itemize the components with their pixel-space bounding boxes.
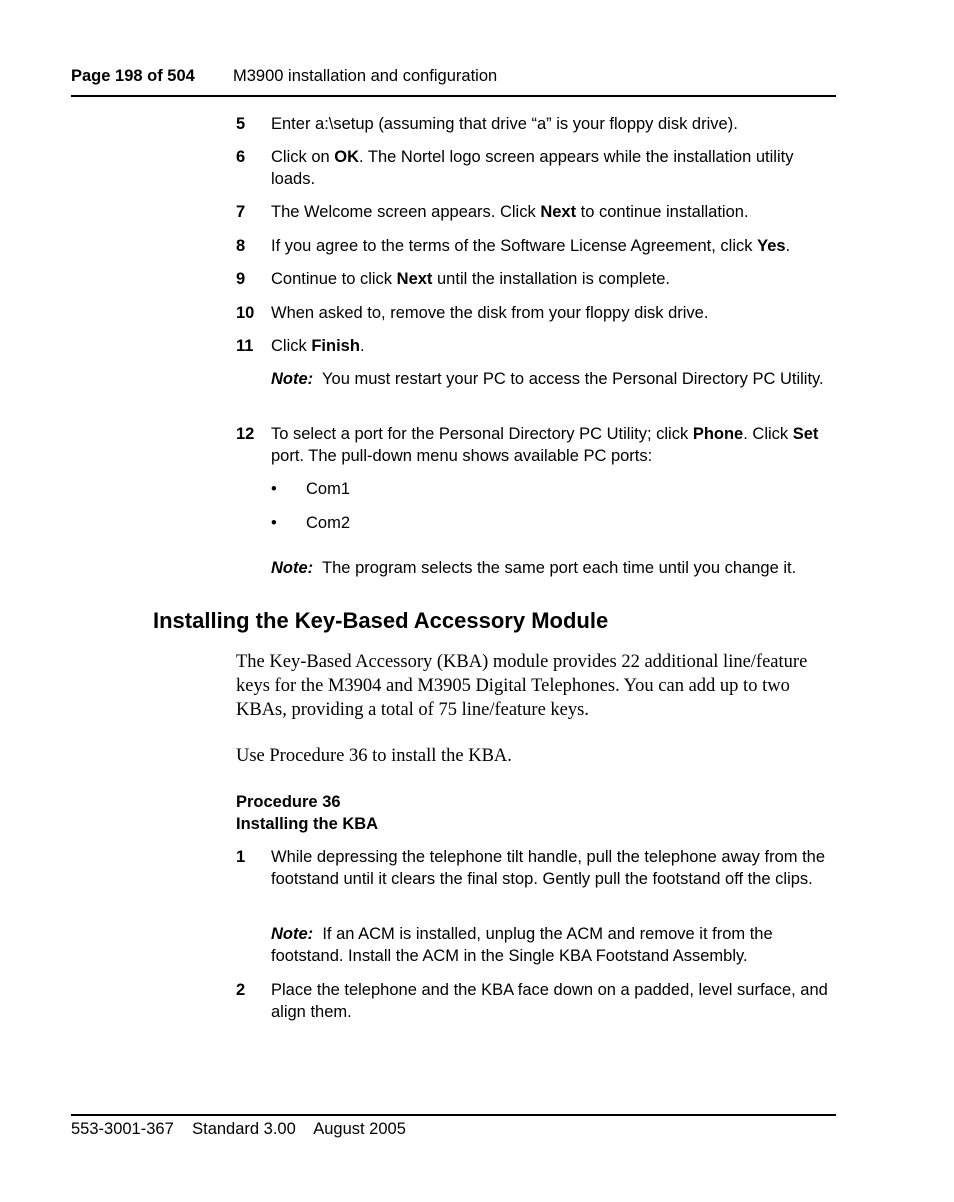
note-text: If an ACM is installed, unplug the ACM and remove it from the footstand. Install the ACM in the Single KBA Footstand Assembly. xyxy=(271,925,773,965)
note-restart xyxy=(271,368,836,390)
step-9 xyxy=(236,268,836,290)
step-8 xyxy=(236,235,836,257)
step-12 xyxy=(236,423,836,467)
document-number: 553-3001-367 xyxy=(71,1120,174,1138)
step-text: Click Finish. xyxy=(271,337,365,355)
bullet-item-com2 xyxy=(271,512,831,534)
proc-step-2 xyxy=(236,979,836,1023)
ui-term-ok: OK xyxy=(334,148,360,166)
step-text: The Welcome screen appears. Click Next to continue installation. xyxy=(271,203,749,221)
bullet-icon: • xyxy=(271,514,277,532)
step-text: While depressing the telephone tilt handle, pull the telephone away from the footstand until it clears the final stop. Gently pull the footstand off the clips. xyxy=(271,848,826,888)
document-date: August 2005 xyxy=(313,1120,406,1138)
proc-step-1 xyxy=(236,846,836,890)
note-label: Note: xyxy=(271,370,314,388)
document-title: M3900 installation and configuration xyxy=(233,67,498,85)
bullet-text: Com2 xyxy=(306,514,351,532)
note-port xyxy=(271,557,836,579)
intro-paragraph: The Key-Based Accessory (KBA) module provides 22 additional line/feature keys for the M3904 and M3905 Digital Telephones. You can add up to two KBAs, providing a total of 75 line/feature keys. xyxy=(236,652,808,720)
bullet-icon: • xyxy=(271,480,277,498)
step-6 xyxy=(236,146,836,190)
ui-term-next: Next xyxy=(396,270,433,288)
step-number: 2 xyxy=(236,981,246,999)
step-text: Enter a:\setup (assuming that drive “a” is your floppy disk drive). xyxy=(271,115,738,133)
bullet-item-com1 xyxy=(271,478,831,500)
step-text: To select a port for the Personal Directory PC Utility; click Phone. Click Set port. The pull-down menu shows available PC ports: xyxy=(271,425,819,465)
step-10 xyxy=(236,302,836,324)
step-number: 12 xyxy=(236,425,255,443)
step-7 xyxy=(236,201,836,223)
ui-term-next: Next xyxy=(540,203,577,221)
step-text: Continue to click Next until the installation is complete. xyxy=(271,270,670,288)
note-label: Note: xyxy=(271,925,314,943)
ui-term-yes: Yes xyxy=(757,237,786,255)
step-text: When asked to, remove the disk from your floppy disk drive. xyxy=(271,304,709,322)
note-text: You must restart your PC to access the Personal Directory PC Utility. xyxy=(322,370,824,388)
page-footer xyxy=(71,1118,836,1140)
procedure-heading xyxy=(236,791,836,835)
ui-term-set: Set xyxy=(792,425,819,443)
ui-term-finish: Finish xyxy=(311,337,360,355)
step-number: 10 xyxy=(236,304,255,322)
note-acm xyxy=(271,923,836,967)
step-11 xyxy=(236,335,836,357)
step-number: 7 xyxy=(236,203,246,221)
step-number: 5 xyxy=(236,115,246,133)
step-5 xyxy=(236,113,836,135)
use-procedure-paragraph: Use Procedure 36 to install the KBA. xyxy=(236,746,512,766)
page-number: Page 198 of 504 xyxy=(71,67,195,85)
section-heading: Installing the Key-Based Accessory Module xyxy=(153,608,609,633)
step-text: If you agree to the terms of the Software License Agreement, click Yes. xyxy=(271,237,791,255)
footer-rule xyxy=(71,1114,836,1116)
step-number: 11 xyxy=(236,337,254,355)
step-number: 1 xyxy=(236,848,246,866)
ui-term-phone: Phone xyxy=(692,425,744,443)
step-text: Click on OK. The Nortel logo screen appears while the installation utility loads. xyxy=(271,148,794,188)
step-number: 9 xyxy=(236,270,246,288)
document-standard: Standard 3.00 xyxy=(192,1120,296,1138)
step-number: 8 xyxy=(236,237,246,255)
page-header xyxy=(71,66,836,86)
step-number: 6 xyxy=(236,148,246,166)
note-text: The program selects the same port each time until you change it. xyxy=(322,559,797,577)
procedure-number: Procedure 36 xyxy=(236,793,341,811)
bullet-text: Com1 xyxy=(306,480,351,498)
header-rule xyxy=(71,95,836,97)
note-label: Note: xyxy=(271,559,314,577)
step-text: Place the telephone and the KBA face down on a padded, level surface, and align them. xyxy=(271,981,828,1021)
procedure-title: Installing the KBA xyxy=(236,815,379,833)
